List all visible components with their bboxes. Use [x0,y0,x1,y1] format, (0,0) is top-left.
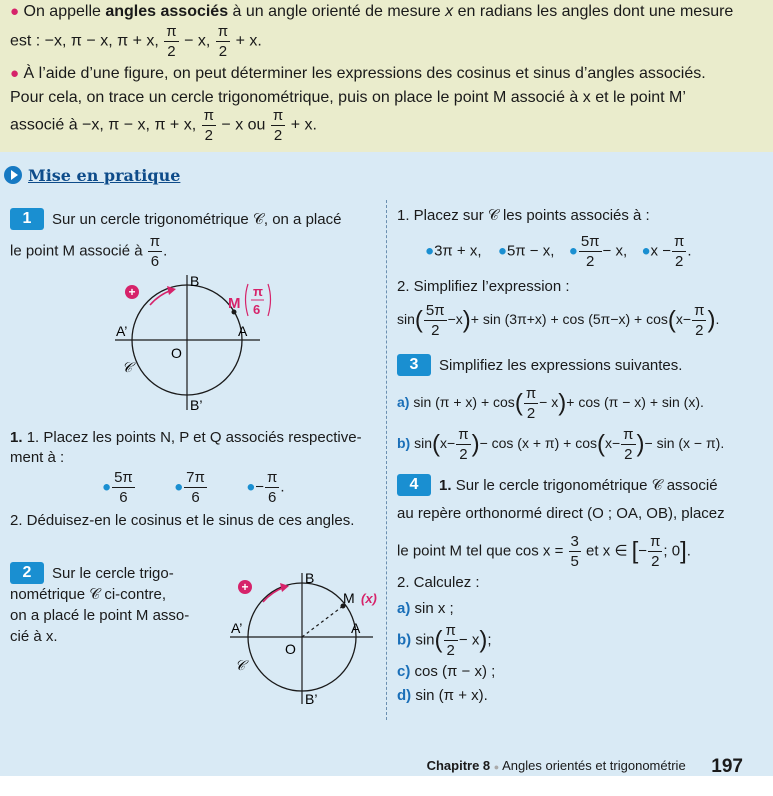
intro-line-3: ● À l’aide d’une figure, on peut déterminer les expressions des cosinus et sinus d’angles associés. [10,65,706,82]
svg-text:A’: A’ [231,620,243,636]
svg-text:π: π [253,284,263,299]
svg-text:M: M [343,590,355,606]
exercise-1-badge: 1 [10,208,44,230]
svg-text:+: + [128,285,136,299]
svg-text:O: O [285,641,296,657]
intro-line-5: associé à −x, π − x, π + x, $\frac{\pi}{2}$ − x ou $\frac{\pi}{2}$ + x. [10,107,317,144]
radius-om [302,606,343,637]
exercise-1-questions: 1. 1. Placez les points N, P et Q associés respective- ment à : ● $\frac{5\pi}{6}$ ● $\frac{7\pi}{6}$ ●− $\frac{\pi}{6}$ . 2. Déduisez-en le cosinus et le sinus de ces angles. [10,428,380,531]
exercise-1: 1 Sur un cercle trigonométrique 𝒞, on a placé le point M associé à $\frac{\pi}{6}$ . [10,210,342,270]
svg-text:𝒞: 𝒞 [122,359,133,375]
play-icon [4,166,22,184]
svg-text:M: M [228,295,241,312]
svg-text:𝒞: 𝒞 [235,657,246,673]
intro-line-1: ● On appelle angles associés à un angle orienté de mesure x en radians les angles dont une mesure [10,3,734,20]
exercise-3-badge: 3 [397,354,431,376]
svg-text:A’: A’ [116,323,128,339]
svg-text:B: B [190,273,200,289]
expression-to-simplify: sin( $\frac{5\pi}{2}$ −x)+ sin (3π+x) + cos (5π−x) + cos(x− $\frac{\pi}{2}$ ). [397,302,720,339]
svg-text:A: A [351,620,361,636]
svg-text:O: O [171,345,182,361]
intro-line-4: Pour cela, on trace un cercle trigonométrique, puis on place le point M associé à x et le point M’ [10,89,686,106]
svg-text:B’: B’ [190,397,203,413]
exercise-4-badge: 4 [397,474,431,496]
exercise-4: 4 1. Sur le cercle trigonométrique 𝒞 associé au repère orthonormé direct (O ; OA, OB), placez le point M tel que cos x = $\frac{3}{5}$ et x ∈ [− $\frac{\pi}{2}$ ; 0]. 2. Calculez : a) sin x ; b) sin( $\frac{\pi}{2}$ − x); c) cos (π − x) ; d) sin (π + x). [397,476,725,704]
svg-text:B’: B’ [305,691,318,707]
svg-text:6: 6 [253,302,261,317]
page-number: 197 [711,756,743,777]
svg-text:A: A [238,323,248,339]
exercise-1-right: 1. Placez sur 𝒞 les points associés à : ●3π + x, ●5π − x, ● $\frac{5\pi}{2}$ − x, ●x − $\frac{\pi}{2}$ . 2. Simplifiez l’expression : sin( $\frac{5\pi}{2}$ −x)+ sin (3π+x) + cos (5π−x) + cos(x− $\frac{\pi}{2}$ ). [397,206,769,338]
column-divider [386,200,387,720]
circle-figure-2 [225,570,385,710]
svg-text:(x): (x) [361,591,377,606]
associated-angles: ●3π + x, ●5π − x, ● $\frac{5\pi}{2}$ − x, ●x − $\frac{\pi}{2}$ . [425,233,692,270]
svg-text:+: + [241,580,249,594]
exercise-2-badge: 2 [10,562,44,584]
exercise-2: 2 Sur le cercle trigo- nométrique 𝒞 ci-contre, on a placé le point M asso- cié à x. [10,564,190,645]
section-title: Mise en pratique [4,166,180,185]
svg-text:B: B [305,570,315,586]
circle-figure-1 [110,270,290,420]
angle-values: ● $\frac{5\pi}{6}$ ● $\frac{7\pi}{6}$ ●− $\frac{\pi}{6}$ . [102,469,285,506]
intro-line-2: est : −x, π − x, π + x, $\frac{\pi}{2}$ − x, $\frac{\pi}{2}$ + x. [10,23,262,60]
page-footer: Chapitre 8 ● Angles orientés et trigonométrie 197 [426,756,743,777]
exercise-3: 3 Simplifiez les expressions suivantes. a) sin (π + x) + cos( $\frac{\pi}{2}$ − x)+ cos (π − x) + sin (x). b) sin(x− $\frac{\pi}{2}$ )− cos (x + π) + cos(x− $\frac{\pi}{2}$ )− sin (x − π). [397,356,725,463]
definition-box [0,0,773,152]
